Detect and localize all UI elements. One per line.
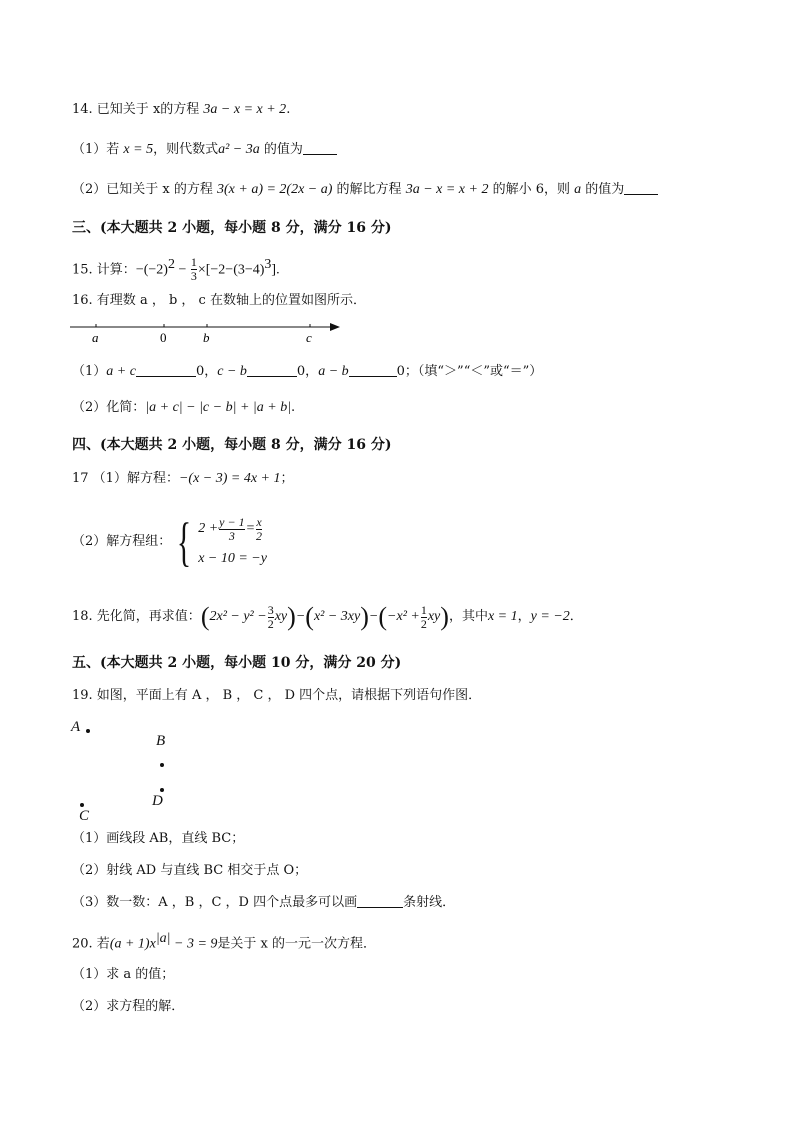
q16-blank-2[interactable] <box>247 362 297 377</box>
axis-label-c: c <box>306 330 312 345</box>
q14-part2: （2）已知关于 x 的方程 3(x + a) = 2(2x − a) 的解比方程 3a − x = x + 2 的解小 6，则 a 的值为 <box>72 180 658 200</box>
q19-answer-blank[interactable] <box>357 893 403 908</box>
axis-label-b: b <box>203 330 210 345</box>
q15-fraction: $\frac{1}{3}$ <box>190 255 197 284</box>
q17-part2: （2）解方程组： { 2 + $\frac{y - 1}{3}$ = $\frac{x}{2}$ x − 10 = −y <box>72 512 267 572</box>
q14-answer-blank-2[interactable] <box>624 180 658 195</box>
q16-part1: （1）a + c 0，c − b 0，a − b 0；（填“＞”“＜”或“＝”） <box>72 364 543 379</box>
q14-answer-blank-1[interactable] <box>303 140 337 155</box>
equation-system: 2 + $\frac{y - 1}{3}$ = $\frac{x}{2}$ x − 10 = −y <box>198 514 267 566</box>
q18: 18. 先化简，再求值： ( 2x² − y² − $\frac{3}{2}$ xy ) − ( x² − 3xy ) − ( −x² + $\frac{1}{2}$ xy ) ，其中 x = 1 ， y = −2 ． <box>72 602 583 631</box>
q16-blank-1[interactable] <box>136 362 196 377</box>
q20-stem: 20. 若$(a + 1)x^{|a|} - 3 = 9$是关于 x 的一元一次方程． <box>72 931 377 952</box>
q17-part1: 17 （1）解方程：−(x − 3) = 4x + 1； <box>72 471 294 486</box>
axis-label-0: 0 <box>160 330 167 345</box>
q16-blank-3[interactable] <box>349 362 397 377</box>
q15: 15. 计算：$-(-2)^2$ − $\frac{1}{3}$ $\times[-2-(3-4)^3]$. <box>72 255 280 284</box>
axis-label-a: a <box>92 330 99 345</box>
system-brace: { <box>177 512 192 572</box>
q14-part1: （1）若 x = 5，则代数式a² − 3a 的值为 <box>72 140 337 160</box>
section-4-heading: 四、(本大题共 2 小题，每小题 8 分，满分 16 分) <box>72 437 392 453</box>
number-line <box>70 318 350 348</box>
q16-stem: 16. 有理数 a ， b ， c 在数轴上的位置如图所示． <box>72 293 366 308</box>
q16-part2: （2）化简：|a + c| − |c − b| + |a + b|. <box>72 400 296 415</box>
section-3-heading: 三、(本大题共 2 小题，每小题 8 分，满分 16 分) <box>72 220 392 236</box>
q19-part2: （2）射线 AD 与直线 BC 相交于点 O； <box>72 863 308 878</box>
q20-part2: （2）求方程的解． <box>72 999 185 1014</box>
section-5-heading: 五、(本大题共 2 小题，每小题 10 分，满分 20 分) <box>72 655 402 671</box>
q20-part1: （1）求 a 的值； <box>72 967 175 982</box>
q19-stem: 19. 如图，平面上有 A ， B ， C ， D 四个点，请根据下列语句作图． <box>72 688 482 703</box>
q14-stem: 14. 已知关于 x的方程 3a − x = x + 2. <box>72 102 291 117</box>
q19-part3: （3）数一数：A ，B ，C ，D 四个点最多可以画 条射线． <box>72 895 456 910</box>
q19-part1: （1）画线段 AB，直线 BC； <box>72 831 245 846</box>
